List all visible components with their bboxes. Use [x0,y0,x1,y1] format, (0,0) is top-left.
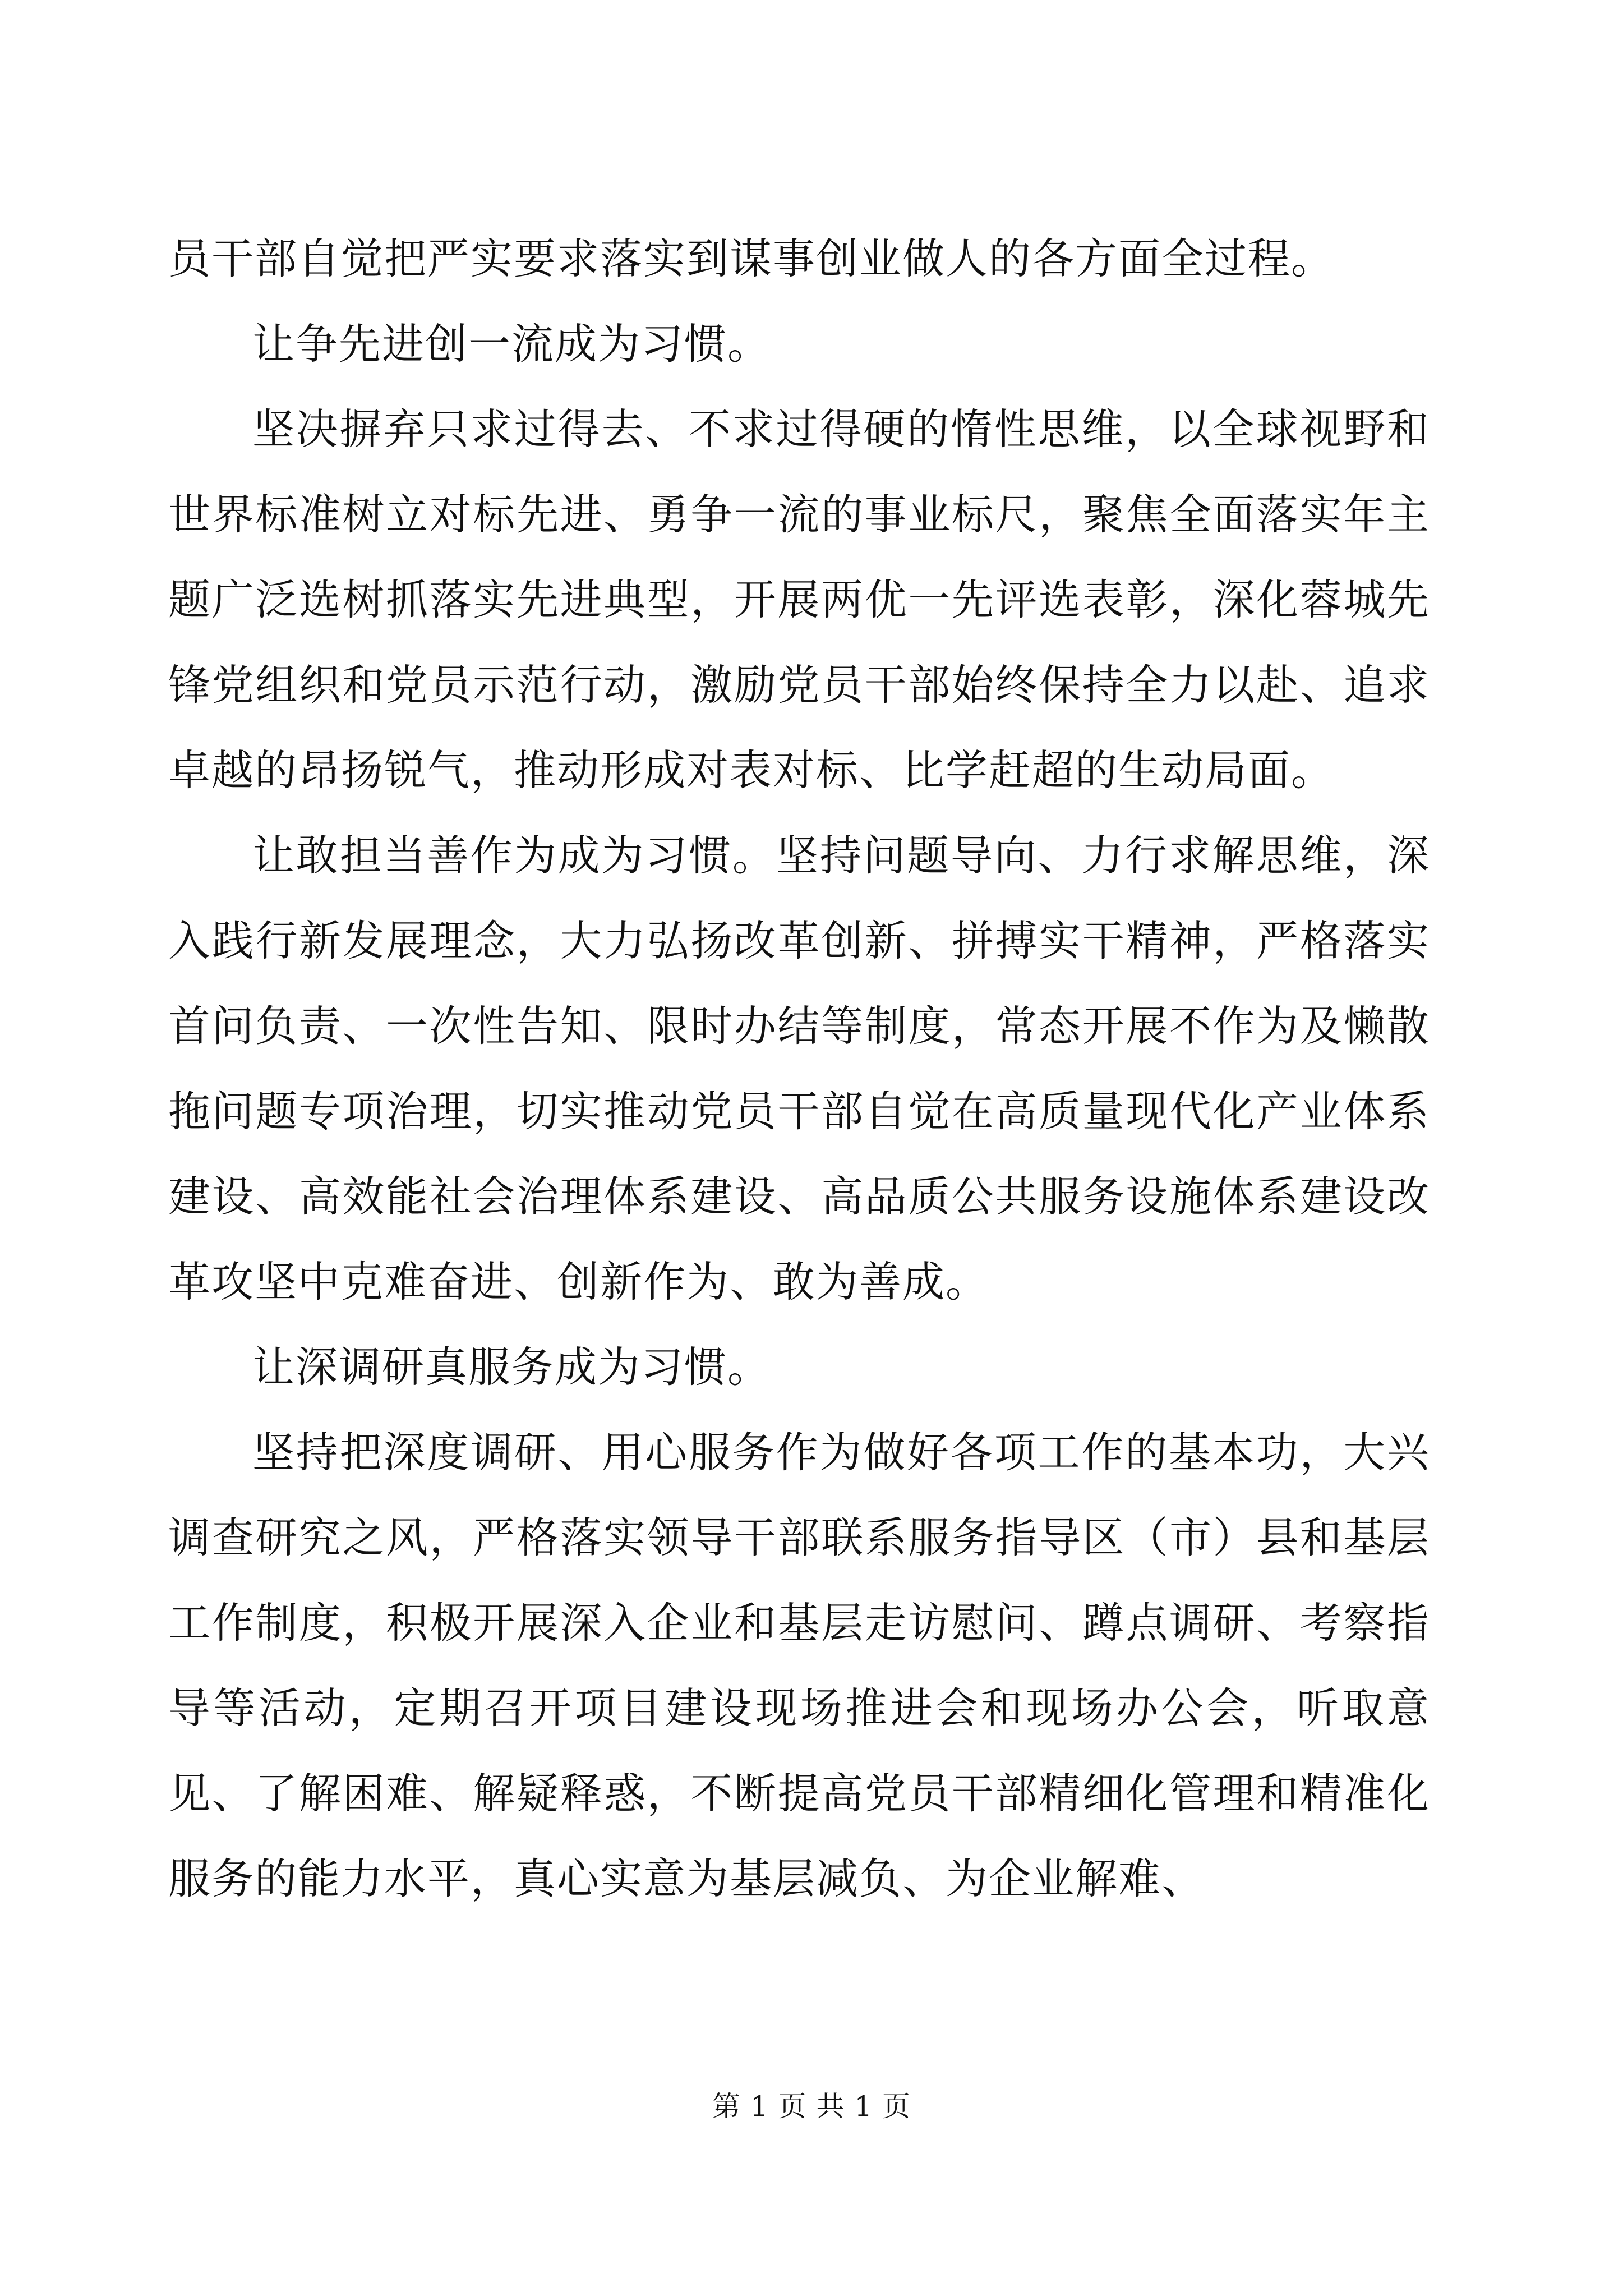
paragraph-2: 让争先进创一流成为习惯。 [252,319,771,369]
paragraph-4: 让敢担当善作为成为习惯。坚持问题导向、力行求解思维，深入践行新发展理念，大力弘扬改革创新、拼搏实干精神，严格落实首问负责、一次性告知、限时办结等制度，常态开展不作为及懒散拖问题专项治理，切实推动党员干部自觉在高质量现代化产业体系建设、高效能社会治理体系建设、高品质公共服务设施体系建设改革攻坚中克难奋进、创新作为、敢为善成。 [168,831,1430,1306]
paragraph-6: 坚持把深度调研、用心服务作为做好各项工作的基本功，大兴调查研究之风，严格落实领导干部联系服务指导区（市）县和基层工作制度，积极开展深入企业和基层走访慰问、蹲点调研、考察指导等活动，定期召开项目建设现场推进会和现场办公会，听取意见、了解困难、解疑释惑，不断提高党员干部精细化管理和精准化服务的能力水平，真心实意为基层减负、为企业解难、 [168,1428,1430,1903]
paragraph-1: 员干部自觉把严实要求落实到谋事创业做人的各方面全过程。 [168,234,1335,283]
paragraph-3: 坚决摒弃只求过得去、不求过得硬的惰性思维，以全球视野和世界标准树立对标先进、勇争一流的事业标尺，聚焦全面落实年主题广泛选树抓落实先进典型，开展两优一先评选表彰，深化蓉城先锋党组织和党员示范行动，激励党员干部始终保持全力以赴、追求卓越的昂扬锐气，推动形成对表对标、比学赶超的生动局面。 [168,404,1430,795]
page-footer: 第 1 页 共 1 页 [712,2090,911,2123]
paragraph-5: 让深调研真服务成为习惯。 [252,1342,771,1392]
document-body [168,216,1430,1921]
